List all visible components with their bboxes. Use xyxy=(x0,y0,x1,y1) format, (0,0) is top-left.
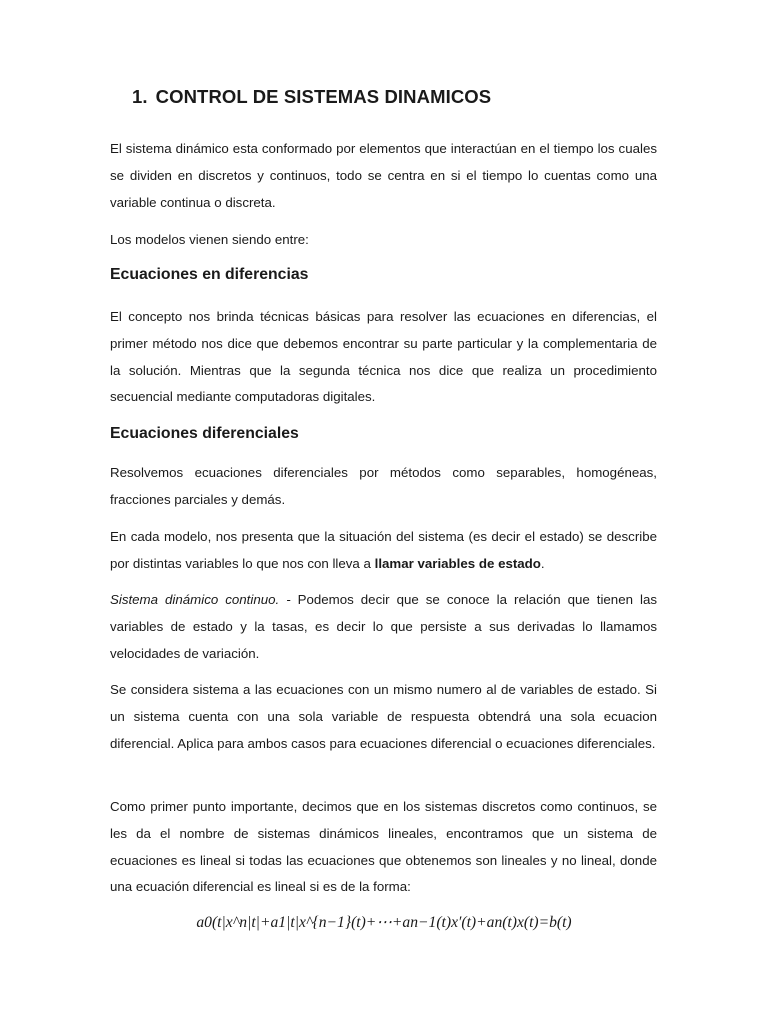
continuous-system-label: Sistema dinámico continuo. - xyxy=(110,592,291,607)
equation-text: a0(t|x^n|t|+a1|t|x^{n−1}(t)+⋯+an−1(t)x′(t)+an(t)x(t)=b(t) xyxy=(196,914,572,931)
models-intro-paragraph: Los modelos vienen siendo entre: xyxy=(110,232,309,247)
differences-paragraph: El concepto nos brinda técnicas básicas para resolver las ecuaciones en diferencias, el primer método nos dice que debemos encontrar su parte particular y la complementaria de la solución. Mientras que la segunda técnica nos dice que realiza un procedimiento secuencial mediante computadoras digitales. xyxy=(110,309,657,405)
system-paragraph: Se considera sistema a las ecuaciones con un mismo numero al de variables de estado. Si un sistema cuenta con una sola variable de respuesta obtendrá una sola ecuacion diferencial. Aplica para ambos casos para ecuaciones diferencial o ecuaciones diferenciales. xyxy=(110,682,657,751)
linear-equation xyxy=(0,913,768,932)
state-variables-text: En cada modelo, nos presenta que la situación del sistema (es decir el estado) se describe por distintas variables lo que nos con lleva a xyxy=(110,529,657,571)
state-variables-paragraph xyxy=(110,524,657,578)
heading-differences: Ecuaciones en diferencias xyxy=(110,266,309,283)
title-number: 1. xyxy=(132,86,148,107)
continuous-system-text: Podemos decir que se conoce la relación que tienen las variables de estado y la tasas, es decir lo que persiste a sus derivadas lo llamamos velocidades de variación. xyxy=(110,592,657,661)
state-variables-end: . xyxy=(540,555,545,571)
continuous-system-paragraph xyxy=(110,587,657,667)
title-text: CONTROL DE SISTEMAS DINAMICOS xyxy=(155,86,492,107)
intro-paragraph: El sistema dinámico esta conformado por elementos que interactúan en el tiempo los cuales se dividen en discretos y continuos, todo se centra en si el tiempo lo cuentas como una variable continua o discreta. xyxy=(110,141,657,210)
state-variables-bold: llamar variables de estado xyxy=(374,555,541,571)
differential-paragraph: Resolvemos ecuaciones diferenciales por métodos como separables, homogéneas, fracciones parciales y demás. xyxy=(110,465,657,507)
page-title xyxy=(132,86,491,108)
linear-paragraph: Como primer punto importante, decimos que en los sistemas discretos como continuos, se les da el nombre de sistemas dinámicos lineales, encontramos que un sistema de ecuaciones es lineal si todas las ecuaciones que obtenemos son lineales y no lineal, donde una ecuación diferencial es lineal si es de la forma: xyxy=(110,799,657,895)
heading-differential: Ecuaciones diferenciales xyxy=(110,425,299,442)
